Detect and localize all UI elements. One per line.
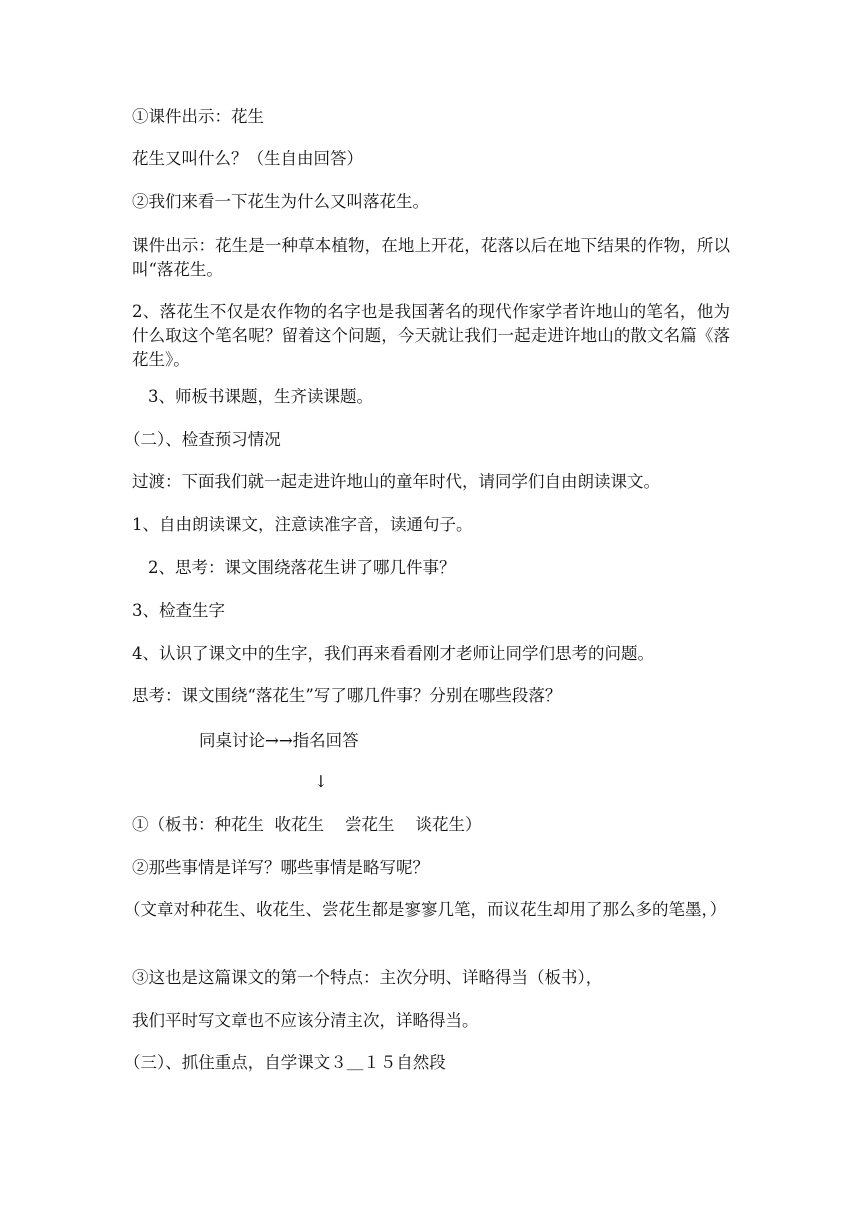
look-why-line: ②我们来看一下花生为什么又叫落花生。 — [132, 192, 429, 211]
think-paragraphs-line: 思考：课文围绕“落花生”写了哪几件事？分别在哪些段落？ — [132, 686, 562, 705]
feature-line: ③这也是这篇课文的第一个特点：主次分明、详略得当（板书）， — [132, 968, 603, 987]
check-characters-line: 3、检查生字 — [132, 601, 225, 620]
think-events-line: 2、思考：课文围绕落花生讲了哪几件事？ — [148, 558, 456, 577]
discussion-flow-line: 同桌讨论→→指名回答 — [199, 731, 359, 750]
recognized-characters-line: 4、认识了课文中的生字，我们再来看看刚才老师让同学们思考的问题。 — [132, 644, 654, 663]
section-three-heading: （三）、抓住重点，自学课文３＿１５自然段 — [124, 1053, 446, 1072]
pen-name-paragraph: 2、落花生不仅是农作物的名字也是我国著名的现代作家学者许地山的笔名，他为什么取这个笔名呢？留着这个问题，今天就让我们一起走进许地山的散文名篇《落花生》。 — [132, 302, 730, 369]
detail-question-line: ②那些事情是详写？哪些事情是略写呢？ — [132, 858, 429, 877]
courseware-peanut-line: ①课件出示：花生 — [132, 107, 264, 126]
down-arrow: ↓ — [314, 772, 328, 791]
section-two-heading: （二）、检查预习情况 — [124, 430, 281, 449]
article-note-paragraph: （文章对种花生、收花生、尝花生都是寥寥几笔，而议花生却用了那么多的笔墨，） — [124, 900, 727, 919]
courseware-explanation-paragraph: 课件出示：花生是一种草本植物，在地上开花，花落以后在地下结果的作物，所以叫“落花生。 — [132, 236, 730, 279]
board-title-line: 3、师板书课题，生齐读课题。 — [148, 387, 373, 406]
transition-line: 过渡：下面我们就一起走进许地山的童年时代，请同学们自由朗读课文。 — [132, 472, 660, 491]
question-peanut-name: 花生又叫什么？（生自由回答） — [132, 149, 363, 168]
writing-advice-line: 我们平时写文章也不应该分清主次，详略得当。 — [132, 1011, 479, 1030]
board-events-line: ①（板书：种花生 收花生 尝花生 谈花生） — [132, 815, 482, 834]
read-aloud-line: 1、自由朗读课文，注意读准字音，读通句子。 — [132, 515, 473, 534]
